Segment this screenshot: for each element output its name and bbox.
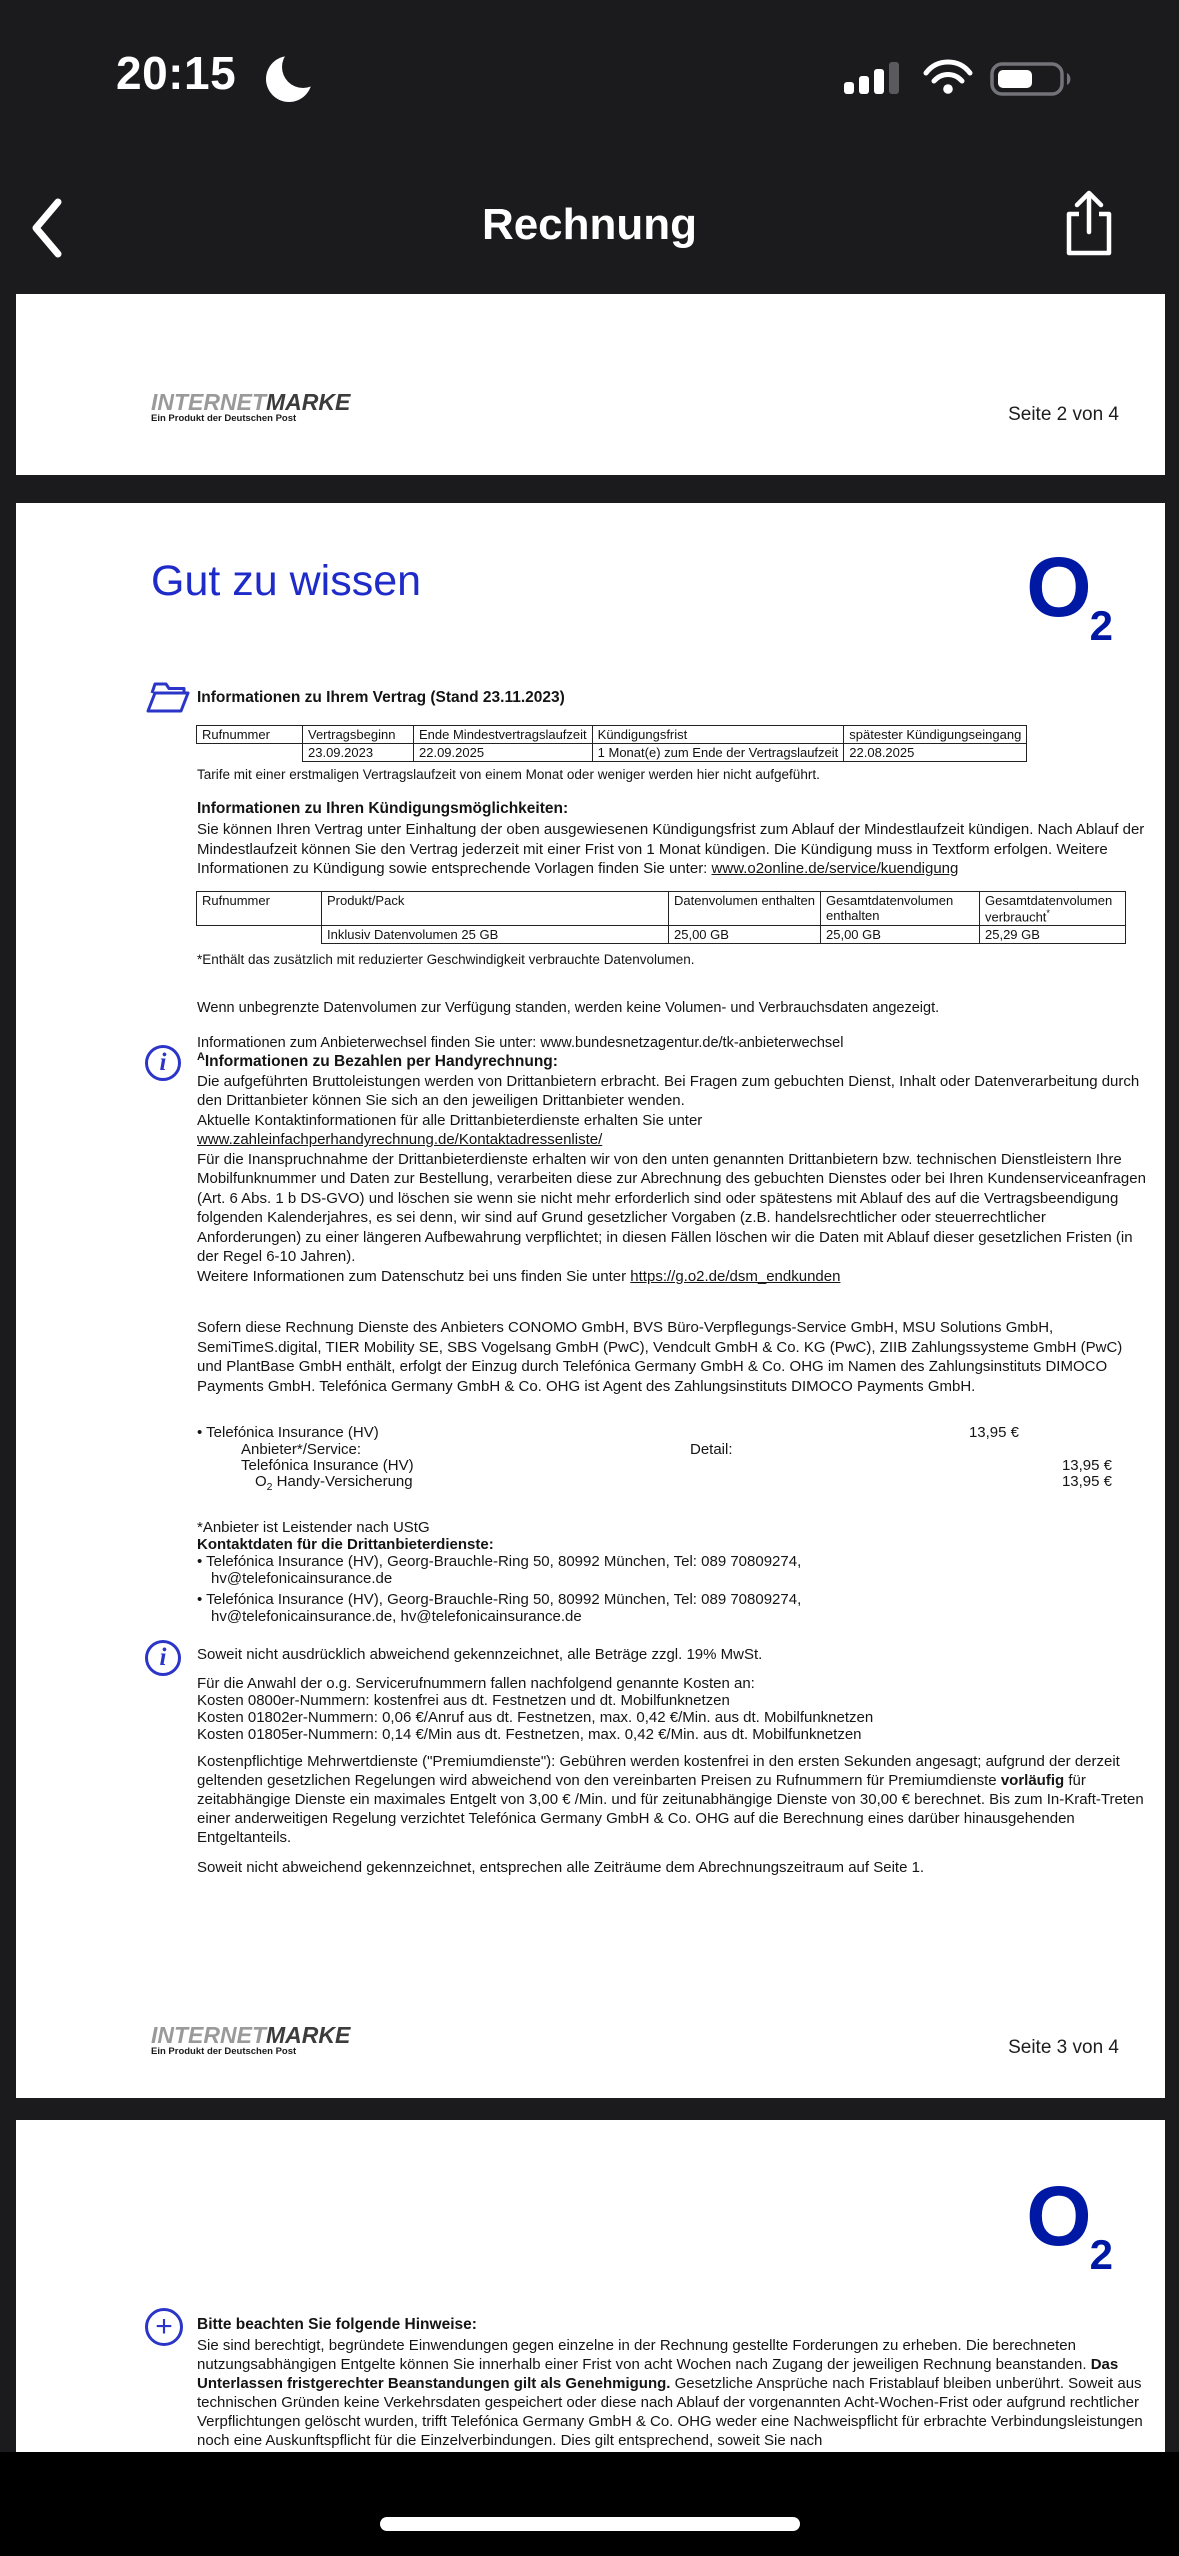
contact-email: hv@telefonicainsurance.de [211, 1570, 393, 1587]
focus-moon-icon [266, 56, 312, 102]
charge-item-amount: 13,95 € [968, 1424, 1019, 1441]
battery-icon [990, 62, 1078, 101]
table-cell: 23.09.2023 [303, 744, 414, 762]
detail-label: Detail: [690, 1441, 733, 1458]
provider-service-label: Anbieter*/Service: [241, 1441, 362, 1458]
wifi-icon [922, 58, 974, 101]
o2-logo: O2 [1026, 2169, 1113, 2278]
internetmarke-logo [151, 390, 350, 424]
cost-line: Kosten 01805er-Nummern: 0,14 €/Min aus dt. Festnetzen, max. 0,42 €/Min. aus dt. Mobilfunknetzen [197, 1726, 862, 1743]
table-header-cell: Gesamtdatenvolumen verbraucht* [980, 892, 1126, 926]
internetmarke-tagline: Ein Produkt der Deutschen Post [151, 2046, 297, 2058]
notice-paragraph: Sie sind berechtigt, begründete Einwendungen gegen einzelne in der Rechnung gestellte Forderungen zu erheben. Die berechneten nutzungsabhängigen Entgelte können Sie innerhalb einer Frist von acht Wochen nach Zugang der jeweiligen Rechnung beanstanden. Das Unterlassen fristgerechter Beanstandungen gilt als Genehmigung. Gesetzliche Ansprüche nach Fristablauf bleiben unberührt. Soweit aus technischen Gründen keine Verkehrsdaten gespeichert oder diese nach Ablauf der vorgenannten Acht-Wochen-Frist oder aufgrund rechtlicher Verpflichtungen gelöscht wurden, trifft Telefónica Germany GmbH & Co. OHG weder eine Nachweispflicht für erbrachte Verbindungsleistungen noch eine Auskunftspflicht für die Einzelverbindungen. Dies gilt entsprechend, soweit Sie nach [197, 2337, 1143, 2449]
table-header-cell: Kündigungsfrist [592, 726, 844, 744]
data-table-footnote: *Enthält das zusätzlich mit reduzierter Geschwindigkeit verbrauchte Datenvolumen. [197, 952, 695, 967]
contract-section-heading: Informationen zu Ihrem Vertrag (Stand 23.11.2023) [197, 689, 565, 706]
signal-bar [859, 76, 869, 94]
termination-heading: Informationen zu Ihren Kündigungsmöglichkeiten: [197, 800, 569, 817]
signal-bar [844, 82, 854, 94]
status-time: 20:15 [116, 47, 237, 99]
table-header-cell: Gesamtdatenvolumen enthalten [821, 892, 980, 926]
table-cell: 1 Monat(e) zum Ende der Vertragslaufzeit [592, 744, 844, 762]
table-header-cell: Vertragsbeginn [303, 726, 414, 744]
data-volume-table [196, 891, 1126, 944]
table-header-cell: Ende Mindestvertragslaufzeit [414, 726, 593, 744]
contact-block [197, 1519, 801, 1625]
charge-item-label: Telefónica Insurance (HV) [206, 1424, 379, 1441]
table-header-cell: Produkt/Pack [322, 892, 669, 926]
provider-name: Telefónica Insurance (HV) [241, 1457, 414, 1474]
ustg-note: *Anbieter ist Leistender nach UStG [197, 1519, 430, 1536]
link[interactable]: https://g.o2.de/dsm_endkunden [630, 1267, 841, 1285]
link[interactable]: www.zahleinfachperhandyrechnung.de/Kontaktadressenliste/ [197, 1131, 603, 1149]
pdf-page-main [16, 503, 1165, 2098]
moon-cut [282, 46, 324, 88]
page-number-label: Seite 2 von 4 [1008, 404, 1119, 425]
charge-row-labels [197, 1441, 1147, 1458]
table-header-cell: spätester Kündigungseingang [844, 726, 1027, 744]
contract-table-note: Tarife mit einer erstmaligen Vertragslaufzeit von einem Monat oder weniger werden hier nicht aufgeführt. [197, 767, 820, 782]
plus-circle-icon: + [145, 2308, 183, 2346]
table-header-row [197, 892, 1126, 926]
table-header-cell: Datenvolumen enthalten [669, 892, 821, 926]
table-row [197, 744, 1027, 762]
vat-note: Soweit nicht ausdrücklich abweichend gekennzeichnet, alle Beträge zzgl. 19% MwSt. [197, 1646, 763, 1663]
bottom-letterbox [0, 2452, 1179, 2556]
third-party-providers-paragraph: Sofern diese Rechnung Dienste des Anbieters CONOMO GmbH, BVS Büro-Verpflegungs-Service GmbH, MSU Solutions GmbH, SemiTimeS.digital, TIER Mobility SE, SBS Vogelsang GmbH (PwC), Vendcult GmbH & Co. KG (PwC), ZIIB Zahlungssysteme GmbH (PwC) und PlantBase GmbH enthält, erfolgt der Einzug durch Telefónica Germany GmbH & Co. OHG im Namen des Zahlungsinstituts DIMOCO Payments GmbH. Telefónica Germany GmbH & Co. OHG ist Agent des Zahlungsinstituts DIMOCO Payments GmbH. [197, 1319, 1123, 1395]
unlimited-data-note: Wenn unbegrenzte Datenvolumen zur Verfügung standen, werden keine Volumen- und Verbrauchsdaten angezeigt. [197, 1000, 940, 1016]
internetmarke-wordmark: INTERNETMARKE [151, 389, 351, 415]
internetmarke-tagline: Ein Produkt der Deutschen Post [151, 413, 297, 425]
contact-email: hv@telefonicainsurance.de, hv@telefonicainsurance.de [211, 1608, 582, 1625]
payment-paragraph: Die aufgeführten Bruttoleistungen werden von Drittanbietern erbracht. Bei Fragen zum gebuchten Dienst, Inhalt oder Datenverarbeitung durch den Drittanbieter können Sie sich an den jeweiligen Drittanbieter wenden. Aktuelle Kontaktinformationen für alle Drittanbieterdienste erhalten Sie unter www.zahleinfachperhandyrechnung.de/Kontaktadressenliste/ Für die Inanspruchnahme der Drittanbieterdienste erhalten wir von den unten genannten Drittanbietern bzw. technischen Dienstleistern Ihre Mobilfunknummer und Daten zur Bestellung, verarbeiten diese zur Abrechnung des gebuchten Dienstes oder bei Ihren Kundenserviceanfragen (Art. 6 Abs. 1 b DS-GVO) und löschen sie wenn sie nicht mehr erforderlich sind oder spätestens mit Ablauf des auf die Vertragsbeendigung folgenden Kalenderjahres, es sei denn, wir sind auf Grund gesetzlicher Vorgaben (z.B. handelsrechtlicher oder steuerrechtlicher Anforderungen) zu einer längeren Aufbewahrung verpflichtet; in diesen Fällen löschen wir die Daten mit Ablauf dieser gesetzlichen Fristen (in der Regel 6-10 Jahren). Weitere Informationen zum Datenschutz bei uns finden Sie unter https://g.o2.de/dsm_endkunden [197, 1072, 1146, 1285]
contact-heading: Kontaktdaten für die Drittanbieterdienste: [197, 1536, 494, 1553]
table-header-cell: Rufnummer [197, 892, 322, 926]
page-title: Rechnung [481, 200, 698, 249]
charge-row-service [197, 1473, 1147, 1493]
table-cell: 25,29 GB [980, 926, 1126, 944]
cost-line: Kosten 01802er-Nummern: 0,06 €/Anruf aus dt. Festnetzen, max. 0,42 €/Min. aus dt. Mobilfunknetzen [197, 1709, 874, 1726]
cost-line: Kosten 0800er-Nummern: kostenfrei aus dt. Festnetzen und dt. Mobilfunknetzen [197, 1692, 730, 1709]
info-icon: i [145, 1640, 181, 1676]
table-header-cell: Rufnummer [197, 726, 303, 744]
contact-line: • Telefónica Insurance (HV), Georg-Brauchle-Ring 50, 80992 München, Tel: 089 70809274, [197, 1591, 802, 1608]
termination-paragraph: Sie können Ihren Vertrag unter Einhaltung der oben ausgewiesenen Kündigungsfrist zum Ablauf der Mindestlaufzeit kündigen. Nach Ablauf der Mindestlaufzeit können Sie den Vertrag jederzeit mit einer Frist von 1 Monat kündigen. Die Kündigung muss in Textform erfolgen. Weitere Informationen zu Kündigung sowie entsprechende Vorlagen finden Sie unter: www.o2online.de/service/kuendigung [197, 821, 1145, 877]
document-title: Gut zu wissen [151, 557, 422, 605]
provider-amount: 13,95 € [1061, 1457, 1112, 1474]
table-cell-redacted [197, 744, 303, 762]
share-icon [1060, 188, 1118, 260]
pdf-page-fragment-top [16, 294, 1165, 475]
table-cell: 25,00 GB [669, 926, 821, 944]
signal-bar-empty [889, 62, 899, 94]
contract-table [196, 725, 1027, 762]
link[interactable]: www.o2online.de/service/kuendigung [711, 860, 959, 877]
service-name: $O_2$ Handy-Versicherung [255, 1473, 413, 1493]
share-button[interactable] [1060, 188, 1118, 265]
table-cell: 22.09.2025 [414, 744, 593, 762]
table-cell-redacted [197, 926, 322, 944]
cellular-signal-icon [844, 60, 899, 94]
service-amount: 13,95 € [1061, 1473, 1112, 1490]
internetmarke-logo [151, 2023, 350, 2057]
internetmarke-wordmark: INTERNETMARKE [151, 2022, 351, 2048]
provider-change-note: Informationen zum Anbieterwechsel finden Sie unter: www.bundesnetzagentur.de/tk-anbieterwechsel [197, 1035, 844, 1051]
folder-icon [144, 677, 192, 722]
payment-heading: $^A$Informationen zu Bezahlen per Handyrechnung: [197, 1051, 558, 1071]
table-cell: 25,00 GB [821, 926, 980, 944]
o2-logo: O2 [1026, 540, 1113, 649]
service-number-costs [197, 1675, 873, 1743]
notice-heading: Bitte beachten Sie folgende Hinweise: [197, 2316, 477, 2333]
pdf-page-next [16, 2120, 1165, 2452]
payment-section [197, 1048, 1151, 1286]
bullet: • [197, 1424, 207, 1441]
table-row [197, 926, 1126, 944]
table-cell: 22.08.2025 [844, 744, 1027, 762]
charge-row-provider [197, 1457, 1147, 1474]
signal-bar [874, 69, 884, 94]
contact-line: • Telefónica Insurance (HV), Georg-Brauchle-Ring 50, 80992 München, Tel: 089 70809274, [197, 1553, 802, 1570]
premium-services-paragraph: Kostenpflichtige Mehrwertdienste ("Premiumdienste"): Gebühren werden kostenfrei in den ersten Sekunden angesagt; aufgrund der derzeit geltenden gesetzlichen Regelungen wird abweichend von den vereinbarten Preisen zu Rufnummern für Premiumdienste vorläufig für zeitabhängige Dienste ein maximales Entgelt von 3,00 € /Min. und für zeitunabhängige Dienste von 30,00 € berechnet. Bis zum In-Kraft-Treten einer anderweitigen Regelung verzichtet Telefónica Germany GmbH & Co. OHG auf die Berechnung eines darüber hinausgehenden Entgeltanteils. [197, 1753, 1144, 1846]
costs-intro: Für die Anwahl der o.g. Servicerufnummern fallen nachfolgend genannte Kosten an: [197, 1675, 755, 1692]
home-indicator[interactable] [380, 2517, 800, 2531]
page-number-label: Seite 3 von 4 [1008, 2037, 1119, 2058]
table-header-row [197, 726, 1027, 744]
billing-period-note: Soweit nicht abweichend gekennzeichnet, entsprechen alle Zeiträume dem Abrechnungszeitraum auf Seite 1. [197, 1859, 925, 1876]
info-icon: i [145, 1045, 181, 1081]
charge-row-item [197, 1424, 1147, 1441]
table-cell: Inklusiv Datenvolumen 25 GB [322, 926, 669, 944]
